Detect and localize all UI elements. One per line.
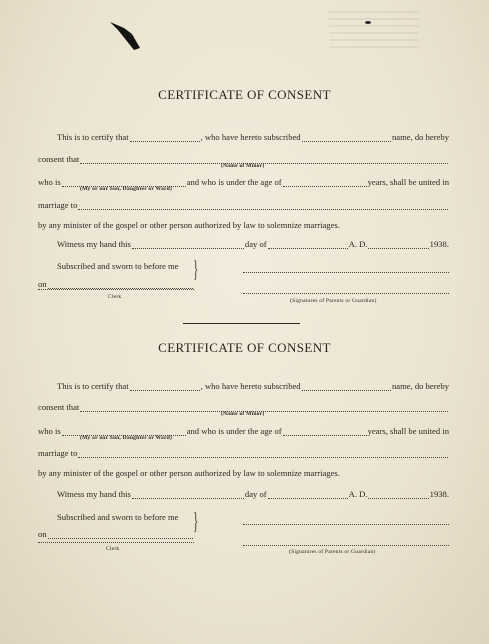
witness-day-field[interactable] [132, 491, 244, 499]
text: Witness my hand this [57, 489, 131, 499]
text: 1938. [429, 239, 449, 249]
text: Subscribed and sworn to before me [57, 512, 179, 522]
text: years, shall be united in [367, 177, 449, 187]
age-field[interactable] [283, 428, 367, 436]
text: Subscribed and sworn to before me [57, 261, 179, 271]
text: name, do hereby [391, 132, 449, 142]
witness-year-field[interactable] [368, 491, 428, 499]
signatures-caption: (Signatures of Parents or Guardian) [289, 549, 376, 555]
text: A. D. [348, 239, 368, 249]
sworn-line [57, 513, 178, 522]
on-line [38, 530, 194, 539]
text: , who have hereto subscribed [200, 381, 301, 391]
text: This is to certify that [57, 132, 129, 142]
text: marriage to [38, 200, 78, 210]
parent-name-field[interactable] [130, 383, 200, 391]
text: consent that [38, 154, 80, 164]
text: name, do hereby [391, 381, 449, 391]
witness-month-field[interactable] [268, 491, 348, 499]
text: by any minister of the gospel or other person authorized by law to solemnize marriages. [38, 468, 340, 478]
bracket-mark: } [193, 257, 199, 283]
clerk-signature-field[interactable] [38, 542, 194, 543]
text: and who is under the age of [186, 177, 282, 187]
clerk-caption: Clerk [108, 294, 122, 300]
subscribed-name-field[interactable] [302, 383, 391, 391]
section-divider [183, 323, 300, 324]
certificate-title: CERTIFICATE OF CONSENT [158, 340, 331, 355]
minor-caption: (Name of Minor) [221, 411, 265, 417]
sworn-date-field[interactable] [48, 531, 193, 539]
signatures-caption: (Signatures of Parents or Guardian) [290, 298, 377, 304]
text: years, shall be united in [367, 426, 449, 436]
text: who is [38, 177, 61, 187]
marriage-line [38, 449, 449, 458]
text: 1938. [429, 489, 449, 499]
parent-signature-field-1[interactable] [243, 524, 449, 525]
text: on [38, 279, 47, 289]
text: consent that [38, 402, 80, 412]
text: , who have hereto subscribed [200, 132, 301, 142]
relation-caption: (My or our Son, Daughter or Ward) [80, 435, 173, 441]
relation-caption: (My or our Son, Daughter or Ward) [80, 186, 173, 192]
certify-line [57, 382, 449, 391]
parent-signature-field-2[interactable] [243, 545, 449, 546]
text: day of [244, 239, 267, 249]
text: Witness my hand this [57, 239, 131, 249]
minor-caption: (Name of Minor) [221, 163, 265, 169]
text: by any minister of the gospel or other person authorized by law to solemnize marriages. [38, 220, 340, 230]
text: day of [244, 489, 267, 499]
bracket-mark: } [193, 509, 199, 535]
text: marriage to [38, 448, 78, 458]
clerk-caption: Clerk [106, 546, 120, 552]
minister-line [38, 469, 340, 478]
spouse-name-field[interactable] [78, 450, 448, 458]
text: This is to certify that [57, 381, 129, 391]
text: who is [38, 426, 61, 436]
text: and who is under the age of [186, 426, 282, 436]
witness-line [57, 490, 449, 499]
certificate-title: CERTIFICATE OF CONSENT [158, 87, 331, 102]
text: A. D. [348, 489, 368, 499]
text: on [38, 529, 47, 539]
